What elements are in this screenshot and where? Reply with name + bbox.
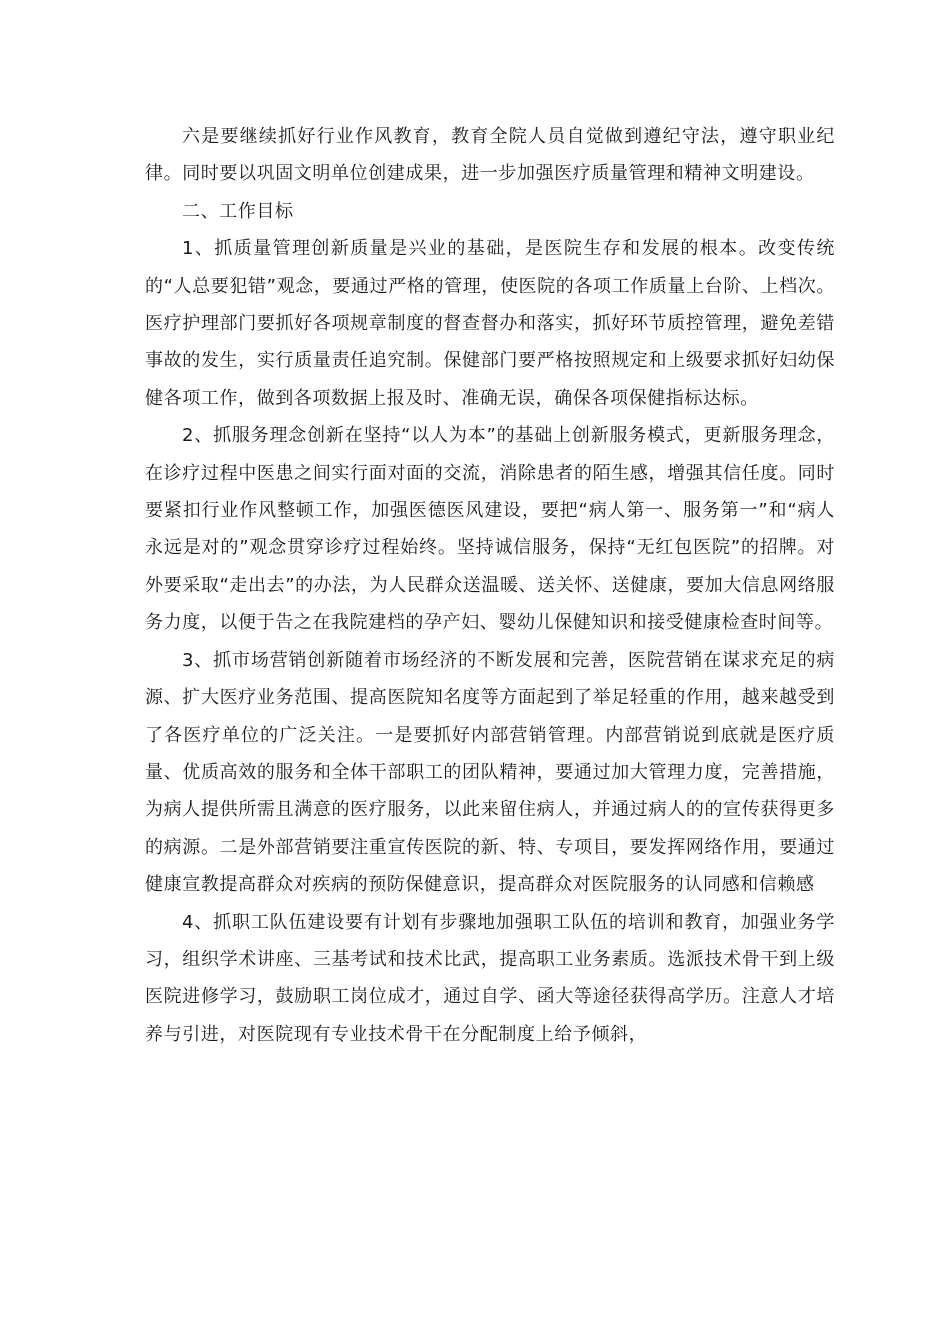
paragraph-discipline: 六是要继续抓好行业作风教育，教育全院人员自觉做到遵纪守法，遵守职业纪律。同时要以巩固文明单位创建成果，进一步加强医疗质量管理和精神文明建设。: [145, 126, 835, 185]
paragraph-service-concept: 2、抓服务理念创新在坚持“以人为本”的基础上创新服务模式，更新服务理念，在诊疗过程中医患之间实行面对面的交流，消除患者的陌生感，增强其信任度。同时要紧扣行业作风整顿工作，加强医德医风建设，要把“病人第一、服务第一”和“病人永远是对的”观念贯穿诊疗过程始终。坚持诚信服务，保持“无红包医院”的招牌。对外要采取“走出去”的办法，为人民群众送温暖、送关怀、送健康，要加大信息网络服务力度，以便于告之在我院建档的孕产妇、婴幼儿保健知识和接受健康检查时间等。: [145, 425, 835, 634]
paragraph-quality-management: 1、抓质量管理创新质量是兴业的基础，是医院生存和发展的根本。改变传统的“人总要犯错”观念，要通过严格的管理，使医院的各项工作质量上台阶、上档次。医疗护理部门要抓好各项规章制度的督查督办和落实，抓好环节质控管理，避免差错事故的发生，实行质量责任追究制。保健部门要严格按照规定和上级要求抓好妇幼保健各项工作，做到各项数据上报及时、准确无误，确保各项保健指标达标。: [145, 238, 835, 409]
paragraph-staff-building: 4、抓职工队伍建设要有计划有步骤地加强职工队伍的培训和教育，加强业务学习，组织学术讲座、三基考试和技术比武，提高职工业务素质。选派技术骨干到上级医院进修学习，鼓励职工岗位成才，通过自学、函大等途径获得高学历。注意人才培养与引进，对医院现有专业技术骨干在分配制度上给予倾斜，: [145, 911, 835, 1045]
section-heading-work-goals: 二、工作目标: [182, 200, 294, 222]
document-body: [145, 118, 835, 1053]
paragraph-market-marketing: 3、抓市场营销创新随着市场经济的不断发展和完善，医院营销在谋求充足的病源、扩大医疗业务范围、提高医院知名度等方面起到了举足轻重的作用，越来越受到了各医疗单位的广泛关注。一是要抓好内部营销管理。内部营销说到底就是医疗质量、优质高效的服务和全体干部职工的团队精神，要通过加大管理力度，完善措施，为病人提供所需且满意的医疗服务，以此来留住病人，并通过病人的的宣传获得更多的病源。二是外部营销要注重宣传医院的新、特、专项目，要发挥网络作用，要通过健康宣教提高群众对疾病的预防保健意识，提高群众对医院服务的认同感和信赖感: [145, 649, 835, 896]
